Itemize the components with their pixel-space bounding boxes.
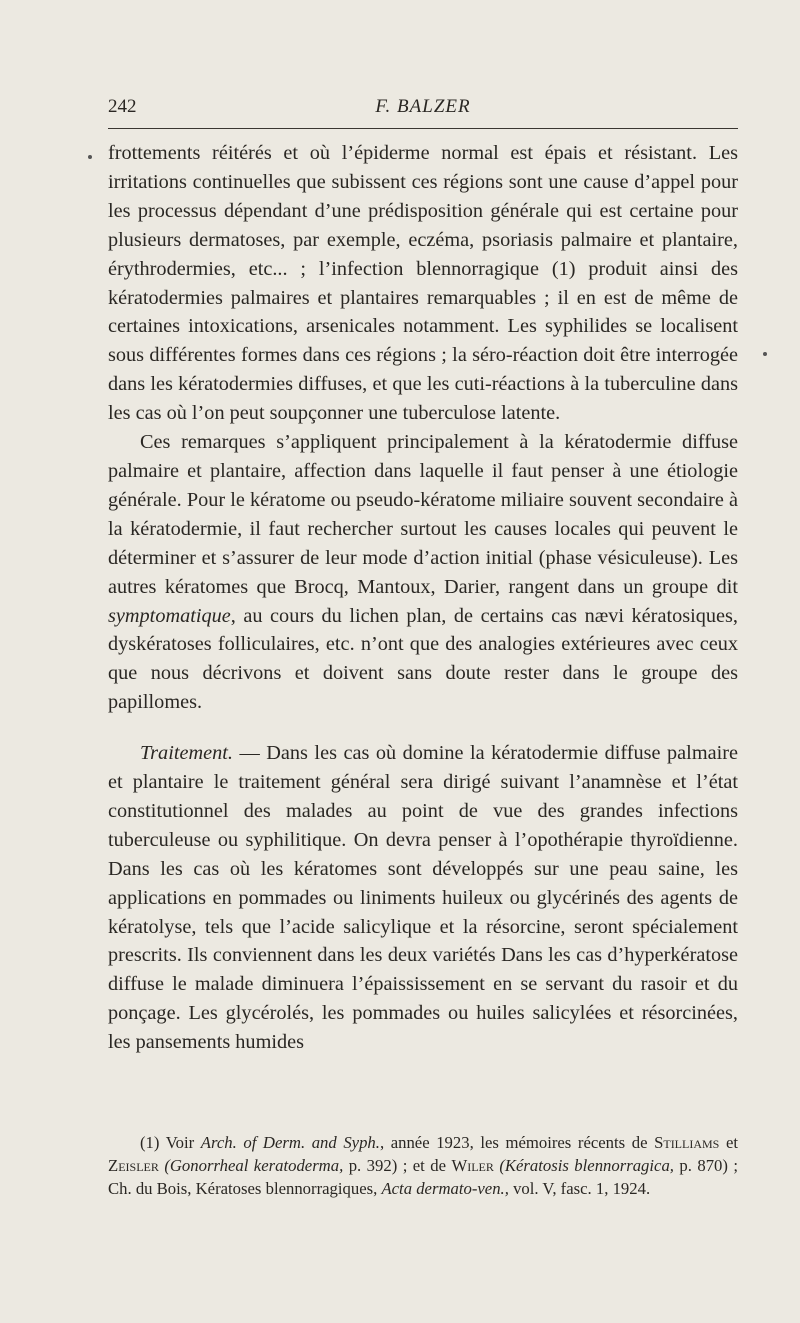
footnote-text: vol. V, fasc. 1, 1924. <box>508 1179 651 1198</box>
paragraph-text: Ces remarques s’appliquent principalement à la kératodermie diffuse palmaire et plantaire, affection dans laquelle il faut penser à une étiologie générale. Pour le kératome ou pseudo-kératome miliaire souvent secondaire à la kératodermie, il faut rechercher surtout les causes locales qui peuvent le déterminer et s’assurer de leur mode d’action initial (phase vésiculeuse). Les autres kératomes que Brocq, Mantoux, Darier, rangent dans un groupe dit <box>108 431 738 598</box>
footnote-italic: Arch. of Derm. and Syph. <box>200 1133 380 1152</box>
body-text <box>108 139 738 1057</box>
running-head-author: F. BALZER <box>375 96 471 117</box>
margin-dot <box>88 155 92 159</box>
footnote-italic: (Kératosis blennorragica, <box>499 1156 674 1175</box>
footnote <box>108 1131 738 1200</box>
footnote-italic: (Gonorrheal keratoderma, <box>164 1156 344 1175</box>
margin-dot <box>763 352 767 356</box>
paragraph <box>108 139 738 428</box>
footnote-text: p. 870) ; Ch. du Bois, Kératoses blennorragiques, <box>108 1156 739 1198</box>
footnote-text: p. 392) ; et de <box>343 1156 452 1175</box>
footnote-text: , année 1923, les mémoires récents de <box>379 1133 655 1152</box>
paragraph <box>108 739 738 1057</box>
footnote-author: Zeisler <box>108 1156 159 1175</box>
footnote-author: Stilliams <box>654 1133 720 1152</box>
paragraph-text: — Dans les cas où domine la kératodermie diffuse palmaire et plantaire le traitement général sera dirigé suivant l’anamnèse et l’état constitutionnel des malades au point de vue des grandes infections tuberculeuse ou syphilitique. On devra penser à l’opothérapie thyroïdienne. Dans les cas où les kératomes sont développés sur une peau saine, les applications en pommades ou liniments huileux ou glycérinés des agents de kératolyse, tels que l’acide salicylique et la résorcine, seront spécialement prescrits. Ils conviennent dans les deux variétés Dans les cas d’hyperkératose diffuse le malade diminuera l’épaississement en se servant du rasoir et du ponçage. Les glycérolés, les pommades ou huiles salicylées et résorcinées, les pansements humides <box>108 742 738 1054</box>
paragraph <box>108 428 738 717</box>
footnote-text: et <box>719 1133 738 1152</box>
footnote-italic: Acta dermato-ven., <box>381 1179 509 1198</box>
section-lead: Traitement. <box>140 742 233 765</box>
italic-term: symptomatique <box>108 604 231 627</box>
header-rule <box>108 128 738 129</box>
paragraph-text: frottements réitérés et où l’épiderme normal est épais et résistant. Les irritations continuelles que subissent ces régions sont une cause d’appel pour les processus dépendant d’une prédisposition générale qui est certaine pour plusieurs dermatoses, par exemple, eczéma, psoriasis palmaire et plantaire, érythrodermies, etc... ; l’infection blennorragique (1) produit ainsi des kératodermies palmaires et plantaires remarquables ; il en est de même de certaines intoxications, arsenicales notamment. Les syphilides se localisent sous différentes formes dans ces régions ; la séro-réaction doit être interrogée dans les kératodermies diffuses, et que les cuti-réactions à la tuberculine dans les cas où l’on peut soupçonner une tuberculose latente. <box>108 142 738 425</box>
footnote-text: (1) Voir <box>140 1133 201 1152</box>
running-head <box>108 96 738 126</box>
page-number: 242 <box>108 96 137 117</box>
footnotes <box>108 1131 738 1200</box>
paragraph-text: , au cours du lichen plan, de certains cas nævi kératosiques, dyskératoses folliculaires, etc. n’ont que des analogies extérieures avec ceux que nous décrivons et doivent sans doute rester dans le groupe des papillomes. <box>108 604 738 714</box>
footnote-author: Wiler <box>451 1156 494 1175</box>
paragraph-spacer <box>108 717 738 739</box>
